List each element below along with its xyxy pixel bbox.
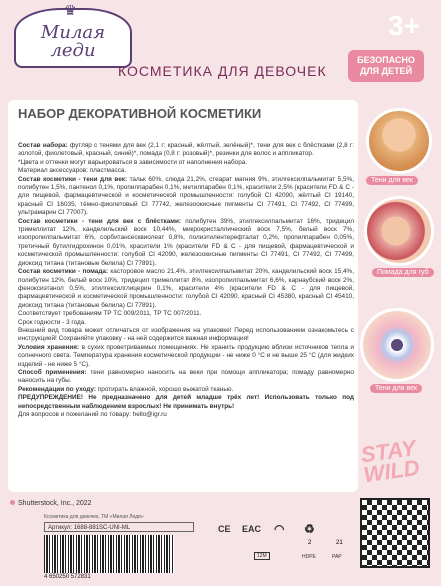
copyright	[10, 500, 92, 507]
paragraph-label: Состав косметики - тени для век с блёстками:	[18, 217, 182, 225]
composition-text	[18, 142, 354, 488]
text-paragraph	[18, 268, 354, 310]
period-after-opening-icon: ◠	[274, 522, 285, 536]
ce-mark: CE	[218, 524, 231, 534]
category-title: КОСМЕТИКА ДЛЯ ДЕВОЧЕК	[118, 63, 327, 79]
text-paragraph	[18, 386, 354, 394]
recycle-icon: ♻	[304, 522, 315, 536]
paragraph-label: Условия хранения:	[18, 343, 80, 351]
paragraph-text: касторовое масло 21,4%, этилгексилпальмитат 20%, канделильский воск 15,4%, полибутен 12%, белый воск 10%, тридецил тримеллитат 8%, изопропилпальмитат 6,6%, карнаубский воск 2%, феноксиэтанол 0,5%, этилгексилглицерин 0,1%, красители 4% (красители FD & C - для пищевой, фармацевтической и косметической промышленности: голубой CI 42090, красный CI 45380, красный CI 45410, диоксид титана (титановые белила) CI 77891).	[18, 268, 354, 309]
photo-tag: Тени для век	[366, 176, 418, 185]
text-paragraph	[18, 411, 354, 419]
panel-title: НАБОР ДЕКОРАТИВНОЙ КОСМЕТИКИ	[18, 106, 262, 121]
paragraph-text: Соответствует требованиям ТР ТС 009/2011, ТР ТС 007/2011.	[18, 310, 202, 318]
paragraph-text: тальк 60%, слюда 21,2%, стеарат магния 9%, этилгексилпальмитат 5,5%, полибутен 1,5%, пантенол 0,1%, пропилпарабен 0,1%, метилпарабен 0,1%, красители 2,5% (красители FD & C - для пищевой, фармацевтической и косметической промышленности: голубой CI 42090, жёлтый CI 19140, красный CI 16035, тёмно-фиолетовый CI 77742, железоокисные пигменты CI 77491, CI 77492, CI 77499, ультрамарин CI 77007).	[18, 175, 354, 217]
crown-icon: ♛	[64, 2, 77, 18]
brand-name: Милая леди	[40, 22, 106, 61]
paragraph-text: *Цвета и оттенки могут варьироваться в зависимости от наполнения набора.	[18, 158, 248, 166]
barcode	[44, 535, 174, 573]
paragraph-text: Материал аксессуаров: пластмасса.	[18, 167, 127, 175]
hdpe-number: 2	[308, 540, 312, 546]
paragraph-text: футляр с тенями для век (2,1 г: красный, жёлтый, зелёный)*, тени для век с блёстками (2,8 г: золотой, фиолетовый, красный, синий)*, помада (0,8 г: розовый)*, резинки для волос и аппликатор.	[18, 142, 354, 158]
copyright-text: Shutterstock, Inc., 2022	[18, 500, 92, 507]
photo-tag: Тени для век	[370, 384, 422, 393]
text-paragraph	[18, 159, 354, 167]
text-paragraph	[18, 167, 354, 175]
product-description: Косметика для девочек, ТМ «Милая Леди»	[44, 514, 144, 520]
eyeshadow-photo	[360, 308, 434, 382]
age-badge: 3+	[388, 10, 420, 41]
paragraph-label: Состав набора:	[18, 142, 68, 149]
paragraph-text: Для вопросов и пожеланий по товару: hello@igr.ru	[18, 411, 167, 418]
qr-code	[360, 498, 430, 568]
certification-marks	[218, 524, 358, 574]
lipstick-photo	[364, 196, 434, 266]
barcode-number: 4 650250 572831	[44, 574, 91, 580]
text-paragraph	[18, 394, 354, 411]
article-number: Артикул: 1688-881SC-UNI-ML	[44, 522, 194, 532]
eac-mark: EAC	[242, 524, 262, 534]
paragraph-label: Способ применения:	[18, 368, 87, 376]
paragraph-text: протирать влажной, хорошо выжатой тканью.	[96, 385, 234, 393]
safe-badge: БЕЗОПАСНО ДЛЯ ДЕТЕЙ	[348, 50, 424, 82]
text-paragraph	[18, 319, 354, 327]
text-paragraph	[18, 218, 354, 268]
paragraph-label: Состав косметики - тени для век:	[18, 175, 128, 183]
text-paragraph	[18, 369, 354, 386]
paragraph-label: ПРЕДУПРЕЖДЕНИЕ! Не предназначено для детей младше трёх лет! Использовать только под непосредственным наблюдением взрослых! Не принимать внутрь!	[18, 394, 354, 410]
months-label: 12M	[254, 552, 270, 560]
text-paragraph	[18, 176, 354, 218]
paragraph-text: полибутен 39%, этилгексилпальмитат 16%, тридецил тримеллитат 12%, канделильский воск 10,44%, микрокристаллический воск 7,5%, белый воск 7%, изопропилпальмитат 6%, сорбитансесквиолеат 0,8%, полиэтилентерефталат 0,2%, пропилпарабен 0,05%, третичный бутилгидрохинон 0,01%, красители 1% (красители FD & C - для пищевой, фармацевтической и косметической промышленности: голубой CI 42090, железоокисные пигменты CI 77491, CI 77492, CI 77499, диоксид титана (титановые белила) CI 77891).	[18, 217, 354, 267]
stay-wild-text: STAY WILD	[359, 435, 422, 488]
paragraph-text: Срок годности - 3 года.	[18, 318, 87, 326]
paragraph-text: Внешний вид товара может отличаться от изображения на упаковке! Перед использованием ознакомьтесь с инструкцией! Сохраняйте упаковку - на ней содержится важная информация!	[18, 326, 354, 343]
girl-photo	[366, 108, 432, 174]
text-paragraph	[18, 327, 354, 344]
text-paragraph	[18, 344, 354, 369]
paragraph-label: Состав косметики - помада:	[18, 268, 109, 276]
photo-tag: Помада для губ	[372, 268, 434, 277]
paragraph-text: в сухих проветриваемых помещениях. Не хранить продукцию вблизи источников тепла и солнечного света. Температура хранения косметической продукции - не ниже 0 °C и не выше 25 °C (для жидких изделий - не ниже 5 °C).	[18, 343, 354, 368]
text-paragraph	[18, 142, 354, 159]
dot-icon	[10, 500, 15, 505]
text-paragraph	[18, 310, 354, 318]
paragraph-label: Рекомендации по уходу:	[18, 385, 97, 393]
barcode-area	[44, 514, 212, 584]
paragraph-text: тени равномерно наносить на веки при помощи аппликатора; помаду равномерно наносить на губы.	[18, 368, 354, 385]
brand-logo	[14, 2, 132, 68]
hdpe-label: HDPE	[302, 554, 316, 560]
pap-number: 21	[336, 540, 343, 546]
pap-label: PAP	[332, 554, 342, 560]
